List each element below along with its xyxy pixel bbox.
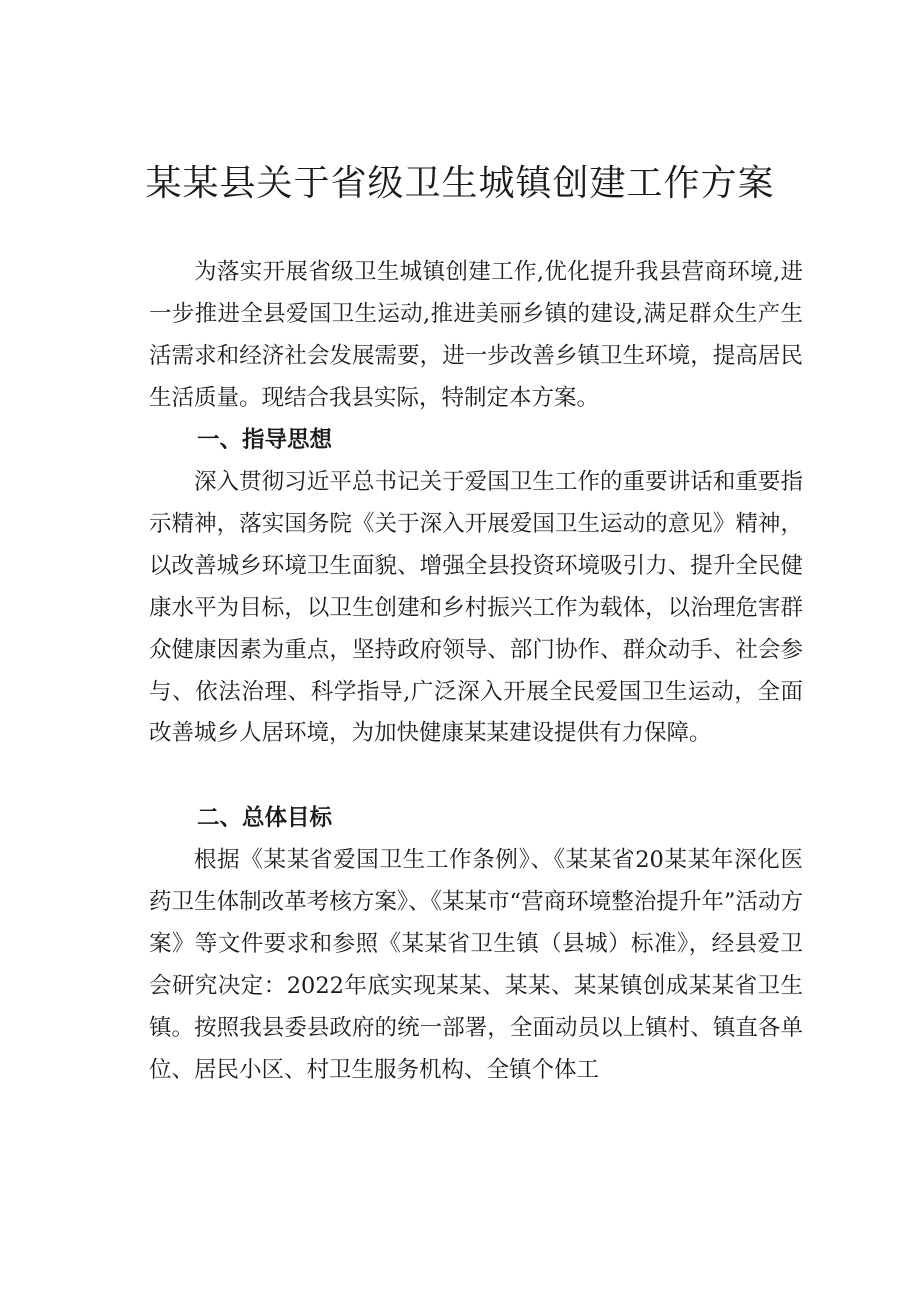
document-title: 某某县关于省级卫生城镇创建工作方案 [145, 163, 775, 204]
section-body-overall-goal: 根据《某某省爱国卫生工作条例》、《某某省20某某年深化医药卫生体制改革考核方案》、《某某市“营商环境整治提升年”活动方案》等文件要求和参照《某某省卫生镇（县城）标准》，经县爱卫会研究决定：2022年底实现某某、某某、某某镇创成某某省卫生镇。按照我县委县政府的统一部署，全面动员以上镇村、镇直各单位、居民小区、村卫生服务机构、全镇个体工 [149, 847, 803, 1083]
section-body-guiding-ideology: 深入贯彻习近平总书记关于爱国卫生工作的重要讲话和重要指示精神，落实国务院《关于深入开展爱国卫生运动的意见》精神，以改善城乡环境卫生面貌、增强全县投资环境吸引力、提升全民健康水平为目标，以卫生创建和乡村振兴工作为载体，以治理危害群众健康因素为重点，坚持政府领导、部门协作、群众动手、社会参与、依法治理、科学指导,广泛深入开展全民爱国卫生运动，全面改善城乡人居环境，为加快健康某某建设提供有力保障。 [149, 469, 803, 747]
section-heading-guiding-ideology: 一、指导思想 [197, 427, 333, 453]
section-heading-overall-goal: 二、总体目标 [197, 805, 333, 831]
intro-paragraph: 为落实开展省级卫生城镇创建工作,优化提升我县营商环境,进一步推进全县爱国卫生运动,推进美丽乡镇的建设,满足群众生产生活需求和经济社会发展需要，进一步改善乡镇卫生环境，提高居民生活质量。现结合我县实际，特制定本方案。 [149, 259, 803, 411]
